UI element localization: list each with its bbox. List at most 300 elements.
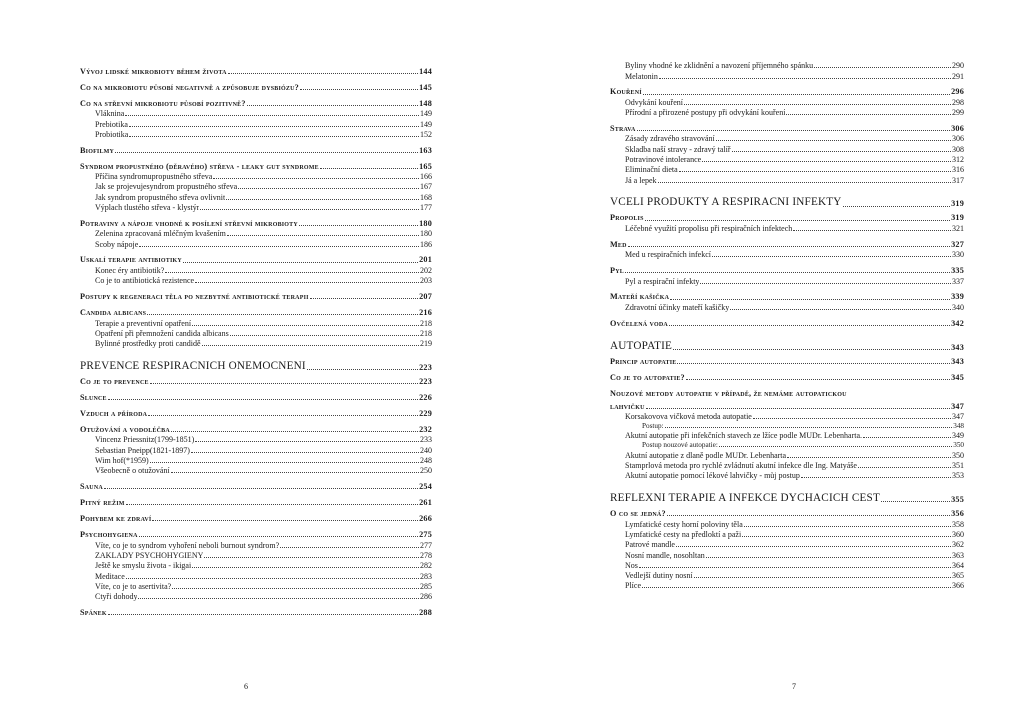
toc-section <box>80 144 432 155</box>
toc-leader-dots <box>793 230 951 231</box>
toc-subsection <box>610 133 964 143</box>
toc-leader-dots <box>673 349 950 350</box>
toc-section <box>80 160 432 171</box>
toc-entry-page: 180 <box>419 218 432 228</box>
toc-entry-page: 286 <box>420 592 432 602</box>
toc-entry-title: Akutní autopatie při infekčních stavech ze lžíce podle MUDr. Lebenharta. <box>625 432 863 441</box>
toc-entry-page: 350 <box>953 441 964 450</box>
toc-subsection <box>80 328 432 338</box>
toc-entry-page: 342 <box>951 318 964 328</box>
toc-leader-dots <box>801 477 951 478</box>
toc-leader-dots <box>192 567 419 568</box>
toc-entry-title: Terapie a preventivní opatření <box>95 319 192 328</box>
toc-subsection <box>610 70 964 80</box>
toc-subsection <box>610 143 964 153</box>
toc-entry-page: 266 <box>419 514 432 524</box>
toc-entry-page: 306 <box>952 134 964 144</box>
toc-section <box>610 264 964 275</box>
toc-entry-page: 365 <box>952 571 964 581</box>
toc-entry-title: Příčina syndromupropustného střeva <box>95 173 213 182</box>
toc-entry-page: 317 <box>952 175 964 185</box>
toc-entry-page: 261 <box>419 498 432 508</box>
toc-entry-page: 250 <box>420 466 432 476</box>
toc-entry-title: Plíce <box>625 582 641 591</box>
toc-entry-title: Lymfatické cesty na předloktí a paži <box>625 530 742 539</box>
toc-entry-page: 347 <box>951 401 964 411</box>
toc-entry-page: 219 <box>420 339 432 349</box>
toc-subsection <box>80 570 432 580</box>
toc-leader-dots <box>667 515 950 516</box>
toc-subsection <box>610 174 964 184</box>
toc-section <box>80 496 432 507</box>
toc-entry-page: 223 <box>419 362 432 372</box>
toc-subsection <box>610 549 964 559</box>
toc-subsection <box>610 570 964 580</box>
toc-entry-page: 362 <box>952 540 964 550</box>
toc-leader-dots <box>658 182 951 183</box>
toc-leader-dots <box>694 577 951 578</box>
toc-entry-title: Odvykání kouření <box>625 98 683 107</box>
toc-chapter <box>610 194 964 209</box>
toc-entry-page: 278 <box>420 550 432 560</box>
toc-subsection <box>80 228 432 238</box>
toc-entry-page: 216 <box>419 308 432 318</box>
toc-leader-dots <box>126 504 419 505</box>
toc-section <box>80 254 432 265</box>
toc-leader-dots <box>858 467 951 468</box>
toc-leader-dots <box>686 379 950 380</box>
toc-entry-page: 349 <box>952 431 964 441</box>
toc-entry-page: 366 <box>952 581 964 591</box>
toc-entry-title: Bylinné prostředky proti candidě <box>95 340 201 349</box>
toc-leader-dots <box>139 536 419 537</box>
toc-entry-title: Patrové mandle <box>625 541 675 550</box>
toc-entry-title: Vláknina <box>95 110 125 119</box>
toc-entry-page: 201 <box>419 255 432 265</box>
toc-subsection <box>80 181 432 191</box>
toc-subsection <box>80 581 432 591</box>
toc-section <box>80 65 432 76</box>
toc-entry-title: Med <box>610 240 627 249</box>
toc-subsection <box>80 444 432 454</box>
toc-entry-title: Čtyři dohody <box>95 593 138 602</box>
toc-entry-title: Spánek <box>80 608 107 617</box>
toc-subsection <box>80 108 432 118</box>
toc-entry-page: 351 <box>952 461 964 471</box>
toc-entry-title: Meditace <box>95 572 125 581</box>
toc-leader-dots <box>700 283 951 284</box>
toc-subsection <box>80 338 432 348</box>
toc-entry-page: 296 <box>951 87 964 97</box>
toc-entry-title: Syndrom propustného (děravého) střeva - leaky gut syndrome <box>80 162 319 171</box>
toc-entry-page: 226 <box>419 392 432 402</box>
toc-subsection <box>610 154 964 164</box>
toc-entry-title: Vedlejší dutiny nosní <box>625 572 693 581</box>
toc-entry-title: Vývoj lidské mikrobioty během života <box>80 67 227 76</box>
toc-section <box>610 507 964 518</box>
toc-entry-page: 343 <box>951 342 964 352</box>
toc-section <box>80 97 432 108</box>
toc-leader-dots <box>195 282 419 283</box>
toc-leader-dots <box>669 325 950 326</box>
toc-entry-title: Ještě ke smyslu života - ikigai <box>95 562 192 571</box>
toc-section <box>80 423 432 434</box>
toc-leader-dots <box>679 171 951 172</box>
toc-entry-title: Sauna <box>80 483 103 492</box>
toc-subsection <box>610 518 964 528</box>
toc-subsection <box>610 223 964 233</box>
toc-entry-title: Jak syndrom propustného střeva ovlivnit <box>95 193 226 202</box>
toc-entry-title: Víte, co je to syndrom vyhoření neboli burnout syndrom? <box>95 541 280 550</box>
toc-leader-dots <box>628 246 950 247</box>
toc-entry-page: 291 <box>952 71 964 81</box>
toc-leader-dots <box>125 115 419 116</box>
toc-leader-dots <box>171 431 418 432</box>
toc-entry-page: 288 <box>419 607 432 617</box>
toc-leader-dots <box>152 520 418 521</box>
toc-entry-page: 335 <box>951 266 964 276</box>
toc-subsection <box>80 129 432 139</box>
toc-leader-dots <box>814 67 951 68</box>
toc-entry-page: 248 <box>420 456 432 466</box>
toc-entry-page: 177 <box>420 203 432 213</box>
toc-subsection <box>610 302 964 312</box>
toc-entry-title: Mateří kašička <box>610 293 670 302</box>
toc-entry-page: 330 <box>952 250 964 260</box>
toc-leader-dots <box>299 225 418 226</box>
toc-entry-page: 316 <box>952 165 964 175</box>
toc-entry-title: Akutní autopatie pomocí lékové lahvičky - můj postup <box>625 472 800 481</box>
toc-subsection <box>610 97 964 107</box>
toc-column-right <box>610 60 964 590</box>
toc-leader-dots <box>115 152 418 153</box>
toc-subsection <box>80 275 432 285</box>
toc-section <box>80 606 432 617</box>
toc-leader-dots <box>204 557 419 558</box>
toc-leader-dots <box>716 140 951 141</box>
toc-entry-page: 360 <box>952 529 964 539</box>
toc-entry-title: Jak se projevujesyndrom propustného střeva <box>95 183 238 192</box>
toc-section <box>80 217 432 228</box>
toc-entry-page: 229 <box>419 408 432 418</box>
toc-leader-dots <box>183 262 418 263</box>
toc-leader-dots <box>226 199 419 200</box>
toc-leader-dots <box>744 526 951 527</box>
toc-entry-title: Potravinové intolerance <box>625 156 702 165</box>
toc-subsection <box>80 591 432 601</box>
toc-entry-page: 203 <box>420 276 432 286</box>
toc-entry-title: Co je to prevence <box>80 377 149 386</box>
toc-section <box>610 355 964 366</box>
toc-leader-dots <box>702 161 951 162</box>
toc-subsection <box>610 460 964 470</box>
toc-entry-title: Candida albicans <box>80 309 147 318</box>
toc-entry-title: Štamprlová metoda pro rychlé zvládnutí akutní infekce dle Ing. Matyáše <box>625 462 857 471</box>
toc-leader-dots <box>129 136 419 137</box>
toc-entry-title: Zelenina zpracovaná mléčným kvašením <box>95 230 226 239</box>
toc-subsection <box>80 560 432 570</box>
toc-entry-title: Otužování a vodoléčba <box>80 425 170 434</box>
toc-entry-title: Korsakovova vičková metoda autopatie <box>625 413 752 422</box>
toc-entry-title: Postup: <box>642 422 664 430</box>
toc-entry-title: Vzduch a příroda <box>80 409 148 418</box>
toc-entry-page: 186 <box>420 239 432 249</box>
toc-section <box>80 480 432 491</box>
toc-entry-title: Úskalí terapie antibiotiky <box>80 256 182 265</box>
toc-subsection <box>610 529 964 539</box>
toc-entry-page: 168 <box>420 192 432 202</box>
toc-leader-dots <box>712 256 951 257</box>
toc-entry-title: Nouzové metody autopatie v případě, že nemáme autopatickou <box>610 389 847 398</box>
toc-entry-page: 223 <box>419 376 432 386</box>
toc-entry-page: 166 <box>420 172 432 182</box>
toc-entry-page: 348 <box>953 421 964 430</box>
toc-entry-page: 343 <box>951 356 964 366</box>
toc-entry-page: 145 <box>419 82 432 92</box>
toc-subsection <box>610 440 964 449</box>
toc-entry-page: 327 <box>951 239 964 249</box>
toc-leader-dots <box>639 567 951 568</box>
toc-leader-dots <box>677 363 950 364</box>
toc-leader-dots <box>753 418 951 419</box>
toc-section <box>80 391 432 402</box>
toc-entry-title: Vincenz Priessnitz(1799-1851) <box>95 436 195 445</box>
toc-leader-dots <box>320 168 418 169</box>
toc-section <box>610 400 964 411</box>
toc-entry-title: Prebiotika <box>95 120 128 129</box>
toc-entry-page: 275 <box>419 530 432 540</box>
toc-leader-dots <box>195 441 419 442</box>
toc-subsection <box>80 118 432 128</box>
toc-section <box>80 290 432 301</box>
toc-leader-dots <box>108 399 418 400</box>
toc-subsection <box>610 539 964 549</box>
toc-entry-title: Opatření při přemnožení candida albicans <box>95 329 229 338</box>
toc-entry-page: 283 <box>420 571 432 581</box>
toc-entry-title: Strava <box>610 124 636 133</box>
page-number-right: 7 <box>792 682 796 691</box>
toc-leader-dots <box>192 325 419 326</box>
toc-entry-page: 358 <box>952 519 964 529</box>
toc-subsection <box>80 317 432 327</box>
toc-section <box>80 528 432 539</box>
toc-entry-title: Sebastian Pneipp(1821-1897) <box>95 446 190 455</box>
toc-leader-dots <box>104 488 418 489</box>
toc-entry-title: AUTOPATIE <box>610 340 673 352</box>
toc-subsection <box>610 560 964 570</box>
toc-entry-page: 337 <box>952 276 964 286</box>
toc-leader-dots <box>665 427 953 428</box>
toc-leader-dots <box>645 220 951 221</box>
toc-leader-dots <box>843 206 951 207</box>
toc-leader-dots <box>165 272 419 273</box>
toc-subsection <box>80 171 432 181</box>
toc-section <box>610 371 964 382</box>
toc-entry-title: Lymfatické cesty horní poloviny těla <box>625 520 743 529</box>
toc-leader-dots <box>730 309 951 310</box>
toc-section <box>80 306 432 317</box>
toc-entry-page: 163 <box>419 145 432 155</box>
toc-entry-title: Wim hof(*1959) <box>95 457 149 466</box>
toc-entry-page: 233 <box>420 435 432 445</box>
toc-entry-page: 207 <box>419 292 432 302</box>
toc-leader-dots <box>300 89 418 90</box>
toc-entry-title: REFLEXNÍ TERAPIE A INFEKCE DÝCHACÍCH CEST <box>610 493 880 505</box>
toc-column-left <box>80 65 432 617</box>
toc-entry-title: Pitný režim <box>80 499 125 508</box>
toc-leader-dots <box>732 151 951 152</box>
toc-subsection <box>610 470 964 480</box>
toc-subsection <box>610 421 964 430</box>
toc-leader-dots <box>676 546 951 547</box>
toc-entry-title: Já a lepek <box>625 176 657 185</box>
toc-subsection <box>610 449 964 459</box>
toc-subsection <box>610 580 964 590</box>
toc-entry-page: 282 <box>420 561 432 571</box>
toc-entry-page: 180 <box>420 229 432 239</box>
toc-entry-page: 308 <box>952 144 964 154</box>
toc-entry-page: 319 <box>951 199 964 209</box>
toc-leader-dots <box>191 452 419 453</box>
toc-leader-dots <box>247 105 418 106</box>
toc-entry-page: 290 <box>952 61 964 71</box>
toc-leader-dots <box>108 614 418 615</box>
toc-entry-title: Biofilmy <box>80 146 115 155</box>
page-number-left: 6 <box>244 682 248 691</box>
toc-leader-dots <box>659 78 951 79</box>
toc-leader-dots <box>228 73 418 74</box>
toc-entry-page: 152 <box>420 129 432 139</box>
toc-subsection <box>80 465 432 475</box>
toc-entry-page: 144 <box>419 66 432 76</box>
toc-entry-title: Pyl <box>610 267 624 276</box>
toc-section <box>610 212 964 223</box>
toc-section <box>610 86 964 97</box>
toc-chapter <box>80 357 432 372</box>
toc-leader-dots <box>150 462 419 463</box>
toc-entry-title: PREVENCE RESPIRAČNÍCH ONEMOCNĚNÍ <box>80 360 306 372</box>
toc-entry-title: Výplach tlustého střeva - klystýr <box>95 204 200 213</box>
toc-entry-title: Med u respiračních infekcí <box>625 251 711 260</box>
toc-entry-page: 321 <box>952 223 964 233</box>
toc-leader-dots <box>150 383 418 384</box>
toc-subsection <box>610 275 964 285</box>
toc-leader-dots <box>684 104 951 105</box>
toc-leader-dots <box>202 345 419 346</box>
toc-entry-title: Léčebné využití propolisu při respiračních infektech <box>625 224 793 233</box>
toc-entry-page: 254 <box>419 482 432 492</box>
toc-entry-page: 312 <box>952 155 964 165</box>
toc-leader-dots <box>139 246 419 247</box>
toc-leader-dots <box>786 114 951 115</box>
toc-entry-title: Co na střevní mikrobiotu působí pozitivně? <box>80 99 246 108</box>
toc-subsection <box>610 249 964 259</box>
toc-entry-title: Co na mikrobiotu působí negativně a způsobuje dysbiózu? <box>80 83 299 92</box>
toc-leader-dots <box>213 178 419 179</box>
toc-entry-title: Slunce <box>80 393 107 402</box>
toc-entry-title: lahvičku <box>610 402 645 411</box>
toc-entry-page: 340 <box>952 302 964 312</box>
toc-leader-dots <box>307 369 418 370</box>
toc-entry-title: Nos <box>625 561 638 570</box>
toc-entry-title: Přírodní a přirozené postupy při odvykání kouření <box>625 109 786 118</box>
toc-chapter <box>610 489 964 504</box>
toc-entry-page: 232 <box>419 424 432 434</box>
toc-entry-title: Ovčelená voda <box>610 319 668 328</box>
toc-subsection <box>80 202 432 212</box>
toc-leader-dots <box>646 408 951 409</box>
toc-entry-title: Eliminační dieta <box>625 166 678 175</box>
toc-leader-dots <box>625 272 950 273</box>
toc-entry-page: 148 <box>419 98 432 108</box>
toc-section <box>610 291 964 302</box>
toc-entry-page: 363 <box>952 550 964 560</box>
toc-entry-page: 165 <box>419 161 432 171</box>
toc-entry-title: Probiotika <box>95 130 129 139</box>
toc-subsection <box>80 550 432 560</box>
toc-subsection <box>610 411 964 421</box>
toc-entry-title: Zásady zdravého stravování <box>625 135 715 144</box>
toc-leader-dots <box>706 557 951 558</box>
toc-entry-page: 167 <box>420 182 432 192</box>
toc-leader-dots <box>227 235 419 236</box>
toc-entry-page: 202 <box>420 265 432 275</box>
toc-subsection <box>80 455 432 465</box>
toc-leader-dots <box>148 415 418 416</box>
toc-chapter <box>610 337 964 352</box>
toc-entry-page: 356 <box>951 509 964 519</box>
toc-entry-title: Psychohygiena <box>80 531 138 540</box>
toc-entry-page: 350 <box>952 450 964 460</box>
toc-section <box>610 122 964 133</box>
toc-subsection <box>80 539 432 549</box>
toc-leader-dots <box>238 188 419 189</box>
toc-entry-title: Skladba naší stravy - zdravý talíř <box>625 145 731 154</box>
toc-entry-page: 298 <box>952 97 964 107</box>
toc-entry-page: 306 <box>951 123 964 133</box>
toc-entry-page: 319 <box>951 213 964 223</box>
toc-entry-page: 364 <box>952 560 964 570</box>
toc-entry-title: Potraviny a nápoje vhodné k posílení střevní mikrobioty <box>80 219 298 228</box>
toc-entry-page: 218 <box>420 318 432 328</box>
toc-leader-dots <box>171 472 419 473</box>
toc-leader-dots <box>172 588 419 589</box>
toc-entry-page: 299 <box>952 108 964 118</box>
toc-entry-page: 345 <box>951 372 964 382</box>
toc-leader-dots <box>881 501 950 502</box>
toc-leader-dots <box>670 299 950 300</box>
toc-entry-page: 277 <box>420 540 432 550</box>
right-page <box>512 0 1024 702</box>
toc-leader-dots <box>719 446 952 447</box>
toc-leader-dots <box>787 457 951 458</box>
toc-entry-title: Postup nouzové autopatie: <box>642 442 718 450</box>
toc-entry-title: Víte, co je to asertivita? <box>95 582 172 591</box>
toc-entry-title: Kouření <box>610 88 642 97</box>
toc-entry-title: Akutní autopatie z dlaně podle MUDr. Lebenharta <box>625 451 787 460</box>
toc-subsection <box>610 107 964 117</box>
toc-entry-page: 347 <box>952 412 964 422</box>
toc-entry-title: ZÁKLADY PSYCHOHYGIENY <box>95 551 204 560</box>
toc-section <box>80 375 432 386</box>
toc-subsection <box>610 60 964 70</box>
toc-leader-dots <box>280 547 419 548</box>
toc-leader-dots <box>642 587 951 588</box>
toc-entry-page: 218 <box>420 328 432 338</box>
toc-leader-dots <box>310 298 418 299</box>
toc-section <box>610 387 964 398</box>
toc-subsection <box>80 265 432 275</box>
